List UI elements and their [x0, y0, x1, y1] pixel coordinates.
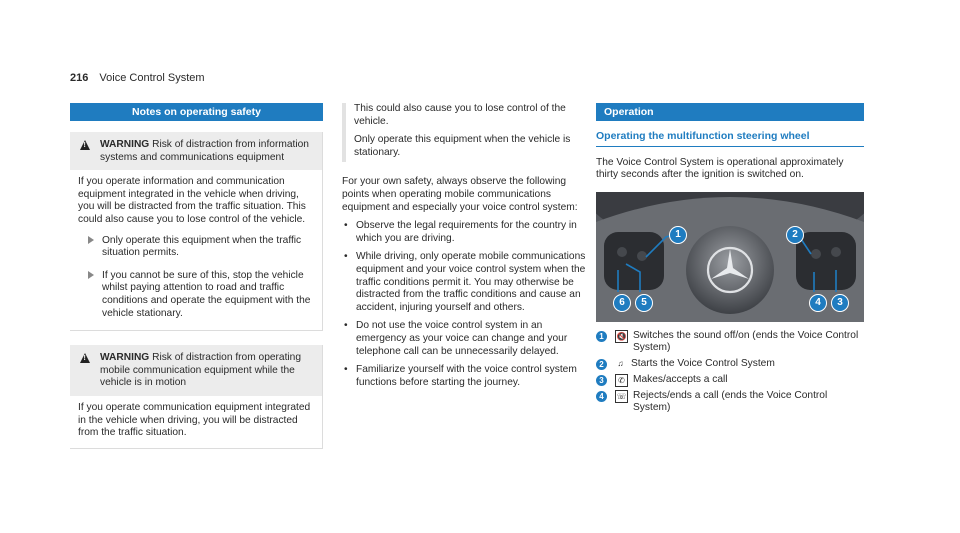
page-header [70, 72, 205, 84]
list-item: • Observe the legal requirements for the country in which you are driving. [342, 220, 588, 245]
legend-item [596, 374, 864, 387]
continuation-text-2: Only operate this equipment when the vehicle is stationary. [354, 134, 571, 158]
warning-body: If you operate information and communication equipment integrated in the vehicle when driving, you will be distracted from the traffic situation. This could also cause you to lose control of the vehicle. [78, 176, 306, 225]
arrow-right-icon [88, 236, 94, 244]
note-item: If you cannot be sure of this, stop the vehicle whilst paying attention to road and traffic conditions and operate the equipment with the vehicle stationary. [78, 270, 314, 320]
warning-box-2 [70, 345, 323, 449]
warning-body: If you operate communication equipment integrated in the vehicle when driving, you will be distracted from the traffic situation. [78, 401, 311, 439]
list-item: • Familiarize yourself with the voice control system functions before starting the journey. [342, 364, 588, 389]
middle-column [342, 103, 588, 395]
call-reject-icon: ☏ [616, 391, 627, 401]
warning-text: Risk of distraction from information systems and communications equipment [100, 139, 309, 163]
callout-badge: 3 [831, 294, 849, 312]
legend-number: 1 [596, 331, 607, 342]
callout-badge: 4 [809, 294, 827, 312]
legend-text: Rejects/ends a call (ends the Voice Control System) [633, 389, 828, 414]
callout-badge: 2 [786, 226, 804, 244]
mute-icon: 🔇 [616, 331, 627, 341]
note-item: Only operate this equipment when the traffic situation permits. [78, 235, 314, 260]
legend-text: Starts the Voice Control System [631, 357, 775, 369]
section-title-safety: Notes on operating safety [70, 103, 323, 121]
legend-item [596, 390, 864, 415]
continuation-text-1: This could also cause you to lose control of the vehicle. [354, 103, 566, 127]
chapter-title: Voice Control System [99, 72, 205, 84]
warning-label: WARNING [100, 139, 150, 150]
callout-badge: 5 [635, 294, 653, 312]
legend-text: Switches the sound off/on (ends the Voice Control System) [633, 329, 859, 354]
warning-continuation [342, 103, 588, 162]
voice-icon: ♫ [617, 358, 624, 368]
legend-number: 4 [596, 391, 607, 402]
warning-triangle-icon [80, 140, 90, 150]
safety-bullet-list [342, 220, 588, 389]
callout-badge: 6 [613, 294, 631, 312]
page-number: 216 [70, 72, 89, 84]
legend-text: Makes/accepts a call [633, 373, 728, 385]
warning-triangle-icon [80, 353, 90, 363]
call-accept-icon: ✆ [615, 374, 628, 387]
warning-header-1 [70, 132, 322, 170]
callout-badge: 1 [669, 226, 687, 244]
section-title-operation: Operation [596, 103, 864, 121]
legend-number: 3 [596, 375, 607, 386]
operation-intro: The Voice Control System is operational approximately thirty seconds after the ignition is switched on. [596, 156, 844, 181]
subsection-title: Operating the multifunction steering wheel [596, 130, 864, 147]
list-item: • Do not use the voice control system in an emergency as your voice can change and your telephone call can be unnecessarily delayed. [342, 320, 588, 358]
arrow-right-icon [88, 271, 94, 279]
legend-number: 2 [596, 359, 607, 370]
legend-item [596, 330, 864, 355]
warning-header-2 [70, 345, 322, 396]
legend-item [596, 358, 864, 371]
steering-wheel-photo [596, 192, 864, 322]
list-item: • While driving, only operate mobile communications equipment and your voice control system when the traffic conditions permit it. You may otherwise be distracted from the traffic conditions and cause an accident, injuring yourself and others. [342, 251, 588, 314]
right-column [596, 103, 864, 418]
safety-intro: For your own safety, always observe the following points when operating mobile communications equipment and especially your voice control system: [342, 176, 578, 213]
warning-label: WARNING [100, 352, 150, 364]
warning-text: Risk of distraction from operating mobile communication equipment while the vehicle is in motion [100, 352, 302, 389]
warning-box-1 [70, 132, 323, 331]
left-column [70, 103, 323, 449]
